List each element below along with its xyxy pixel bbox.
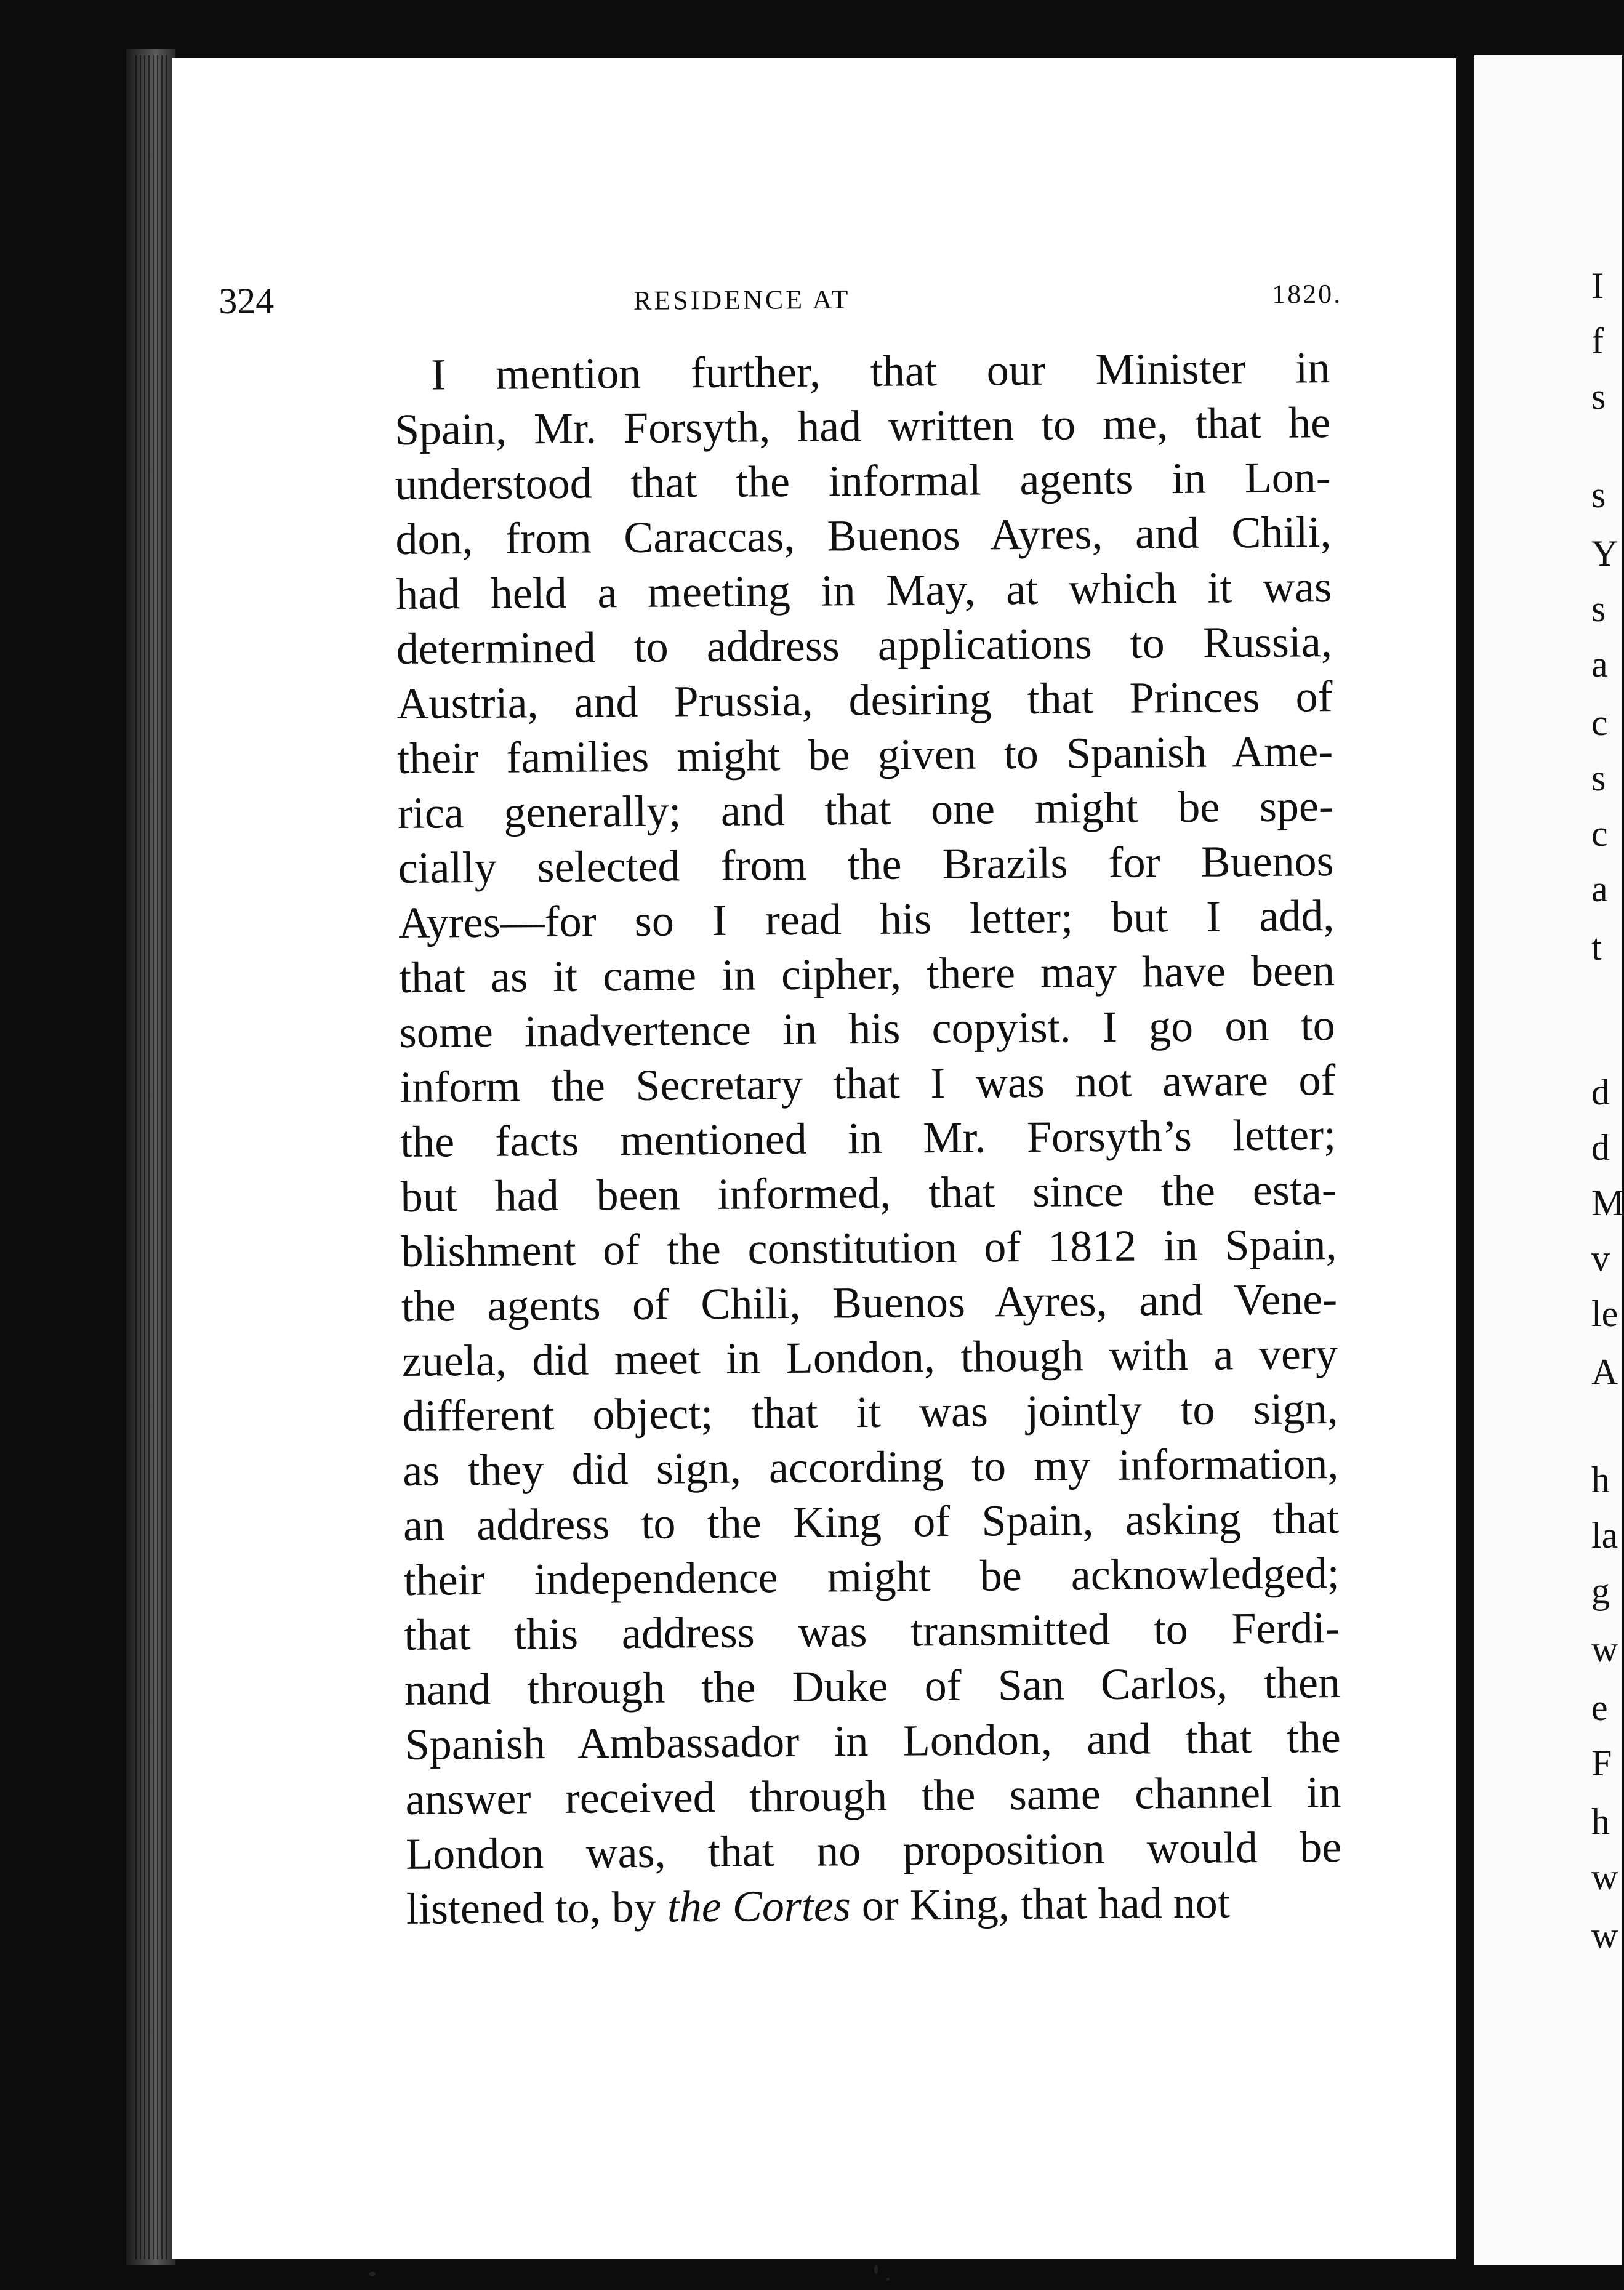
next-page-fragment: Y xyxy=(1591,533,1618,574)
next-page-fragment: v xyxy=(1591,1238,1610,1279)
scan-speck xyxy=(886,2278,890,2281)
text-line: the agents of Chili, Buenos Ayres, and Vene- xyxy=(401,1274,1338,1331)
text-line: London was, that no proposition would be xyxy=(405,1822,1342,1879)
text-line: inform the Secretary that I was not aware of xyxy=(400,1055,1336,1112)
next-page-fragment: le xyxy=(1591,1293,1618,1334)
text-line: don, from Caraccas, Buenos Ayres, and Chili, xyxy=(395,507,1332,564)
text-line: that as it came in cipher, there may have been xyxy=(398,946,1335,1002)
next-page-fragment: w xyxy=(1591,1857,1618,1897)
next-page-fragment: M xyxy=(1591,1183,1624,1223)
next-page-fragment: w xyxy=(1591,1629,1618,1669)
scan-speck xyxy=(874,2265,878,2274)
next-page-fragment: a xyxy=(1591,644,1608,685)
next-page-fragment: la xyxy=(1591,1515,1618,1556)
text-line: their families might be given to Spanish Ame- xyxy=(396,726,1333,783)
running-title: RESIDENCE AT xyxy=(633,284,851,316)
text-line: understood that the informal agents in Lon- xyxy=(395,452,1332,509)
next-page-fragment: A xyxy=(1591,1352,1618,1392)
text-line: Ayres—for so I read his letter; but I add, xyxy=(398,891,1335,947)
next-page-fragment: h xyxy=(1591,1460,1610,1500)
italic-text: the Cortes xyxy=(667,1881,851,1932)
scan-speck xyxy=(369,2272,376,2276)
text-line-last xyxy=(406,1874,1343,1937)
next-page-fragment: h xyxy=(1591,1801,1610,1842)
text-line: Austria, and Prussia, desiring that Princes of xyxy=(396,672,1333,728)
text-line: an address to the King of Spain, asking that xyxy=(403,1493,1340,1550)
next-page-fragment: s xyxy=(1591,589,1606,629)
text-line: rica generally; and that one might be spe- xyxy=(397,781,1334,838)
text-line: answer received through the same channel in xyxy=(405,1767,1341,1824)
text-line: blishment of the constitution of 1812 in Spain, xyxy=(401,1219,1337,1276)
body-text xyxy=(394,340,1367,1937)
text-fragment: listened to, by xyxy=(406,1882,668,1934)
text-line: some inadvertence in his copyist. I go on to xyxy=(399,1000,1336,1057)
text-line: nand through the Duke of San Carlos, then xyxy=(404,1657,1341,1714)
next-page-fragment: c xyxy=(1591,813,1608,854)
text-line: had held a meeting in May, at which it was xyxy=(395,562,1332,619)
text-line: the facts mentioned in Mr. Forsyth’s letter; xyxy=(400,1110,1337,1167)
next-page-text-fragments xyxy=(1591,0,1624,2290)
text-line: zuela, did meet in London, though with a very xyxy=(401,1329,1338,1386)
next-page-fragment: d xyxy=(1591,1127,1610,1168)
next-page-fragment: e xyxy=(1591,1687,1608,1728)
running-head xyxy=(219,273,1342,329)
next-page-fragment: t xyxy=(1591,927,1602,968)
text-line: their independence might be acknowledged; xyxy=(403,1548,1340,1605)
next-page-fragment: c xyxy=(1591,702,1608,743)
next-page-fragment: g xyxy=(1591,1570,1610,1611)
next-page-fragment: s xyxy=(1591,758,1606,798)
next-page-fragment: F xyxy=(1591,1743,1612,1783)
page-edges xyxy=(132,55,169,2259)
page-number: 324 xyxy=(219,280,275,321)
text-line: cially selected from the Brazils for Buenos xyxy=(398,836,1334,893)
text-line: Spanish Ambassador in London, and that the xyxy=(404,1712,1341,1769)
page-gutter xyxy=(1456,52,1476,2268)
next-page-fragment: I xyxy=(1591,265,1604,306)
text-line: but had been informed, that since the esta- xyxy=(400,1165,1337,1221)
next-page-fragment: s xyxy=(1591,475,1606,515)
text-line: different object; that it was jointly to sign, xyxy=(402,1384,1338,1440)
text-line: Spain, Mr. Forsyth, had written to me, that he xyxy=(394,398,1331,454)
next-page-fragment: s xyxy=(1591,376,1606,417)
text-line: determined to address applications to Russia, xyxy=(396,617,1333,673)
text-line: that this address was transmitted to Ferdi- xyxy=(404,1602,1340,1660)
next-page-fragment: f xyxy=(1591,321,1604,361)
text-line: I mention further, that our Minister in xyxy=(431,343,1330,400)
next-page-fragment: w xyxy=(1591,1915,1618,1956)
text-fragment: or King, that had not xyxy=(850,1878,1231,1930)
next-page-fragment: d xyxy=(1591,1072,1610,1112)
text-line: as they did sign, according to my information, xyxy=(403,1439,1339,1495)
running-year: 1820. xyxy=(1272,278,1343,310)
next-page-fragment: a xyxy=(1591,869,1608,909)
